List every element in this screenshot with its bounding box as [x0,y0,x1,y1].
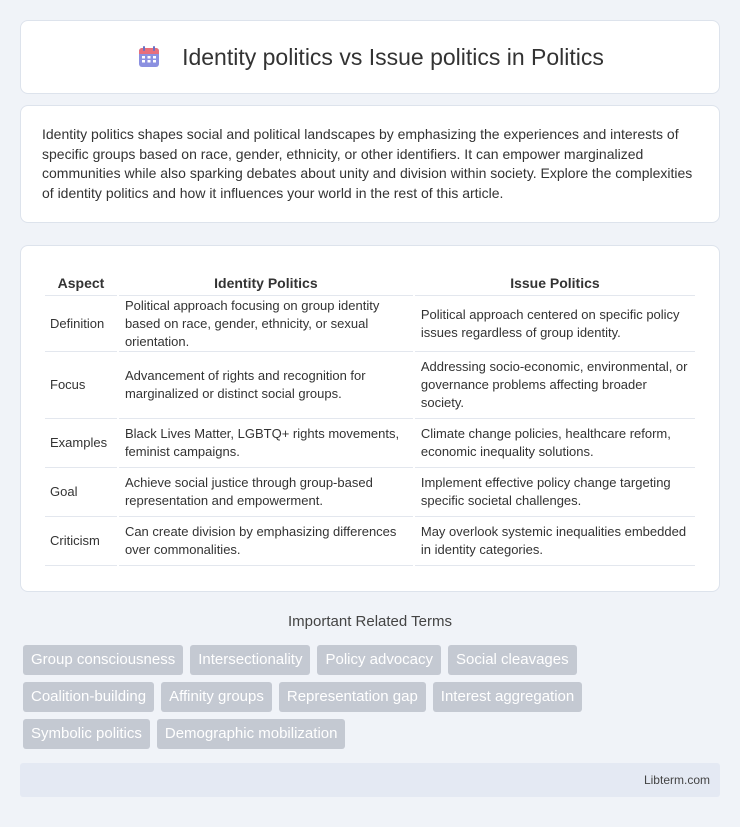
related-term-tag[interactable]: Symbolic politics [23,719,150,749]
related-term-tag[interactable]: Policy advocacy [317,645,441,675]
calendar-grid-icon [136,44,162,70]
issue-cell: Implement effective policy change targeting specific societal challenges. [415,468,695,517]
aspect-cell: Goal [45,468,117,517]
related-term-tag[interactable]: Coalition-building [23,682,154,712]
comparison-table [43,266,697,566]
related-term-tag[interactable]: Demographic mobilization [157,719,346,749]
aspect-cell: Examples [45,419,117,468]
footer [20,763,720,797]
identity-cell: Black Lives Matter, LGBTQ+ rights movements, feminist campaigns. [119,419,413,468]
related-terms-title: Important Related Terms [288,613,452,630]
footer-site-link[interactable]: Libterm.com [643,773,710,787]
table-row [45,517,695,566]
aspect-cell: Criticism [45,517,117,566]
tag-row [23,719,723,749]
issue-cell: Addressing socio-economic, environmental, or governance problems affecting broader society. [415,352,695,419]
header-aspect: Aspect [45,266,117,296]
header-issue-politics: Issue Politics [415,266,695,296]
table-row [45,352,695,419]
identity-cell: Can create division by emphasizing differences over commonalities. [119,517,413,566]
tag-row [23,682,723,712]
header-identity-politics: Identity Politics [119,266,413,296]
issue-cell: May overlook systemic inequalities embedded in identity categories. [415,517,695,566]
identity-cell: Advancement of rights and recognition for marginalized or distinct social groups. [119,352,413,419]
table-row [45,419,695,468]
issue-cell: Climate change policies, healthcare reform, economic inequality solutions. [415,419,695,468]
related-term-tag[interactable]: Representation gap [279,682,426,712]
table-row [45,468,695,517]
related-term-tag[interactable]: Intersectionality [190,645,310,675]
page-header [20,20,720,94]
identity-cell: Achieve social justice through group-based representation and empowerment. [119,468,413,517]
issue-cell: Political approach centered on specific policy issues regardless of group identity. [415,296,695,352]
related-term-tag[interactable]: Social cleavages [448,645,577,675]
aspect-cell: Focus [45,352,117,419]
intro-card [20,105,720,223]
table-header-row [45,266,695,296]
related-terms-list [23,645,723,756]
tag-row [23,645,723,675]
related-term-tag[interactable]: Interest aggregation [433,682,582,712]
comparison-card [20,245,720,592]
aspect-cell: Definition [45,296,117,352]
related-term-tag[interactable]: Affinity groups [161,682,272,712]
intro-text: Identity politics shapes social and political landscapes by emphasizing the experiences and interests of specific groups based on race, gender, ethnicity, or other identifiers. It can empower marginalized communities while also sparking debates about unity and division within society. Explore the complexities of identity politics and how it influences your world in the rest of this article. [42,126,693,201]
related-term-tag[interactable]: Group consciousness [23,645,183,675]
page-title: Identity politics vs Issue politics in Politics [182,43,604,70]
identity-cell: Political approach focusing on group identity based on race, gender, ethnicity, or sexual orientation. [119,296,413,352]
table-row [45,296,695,352]
